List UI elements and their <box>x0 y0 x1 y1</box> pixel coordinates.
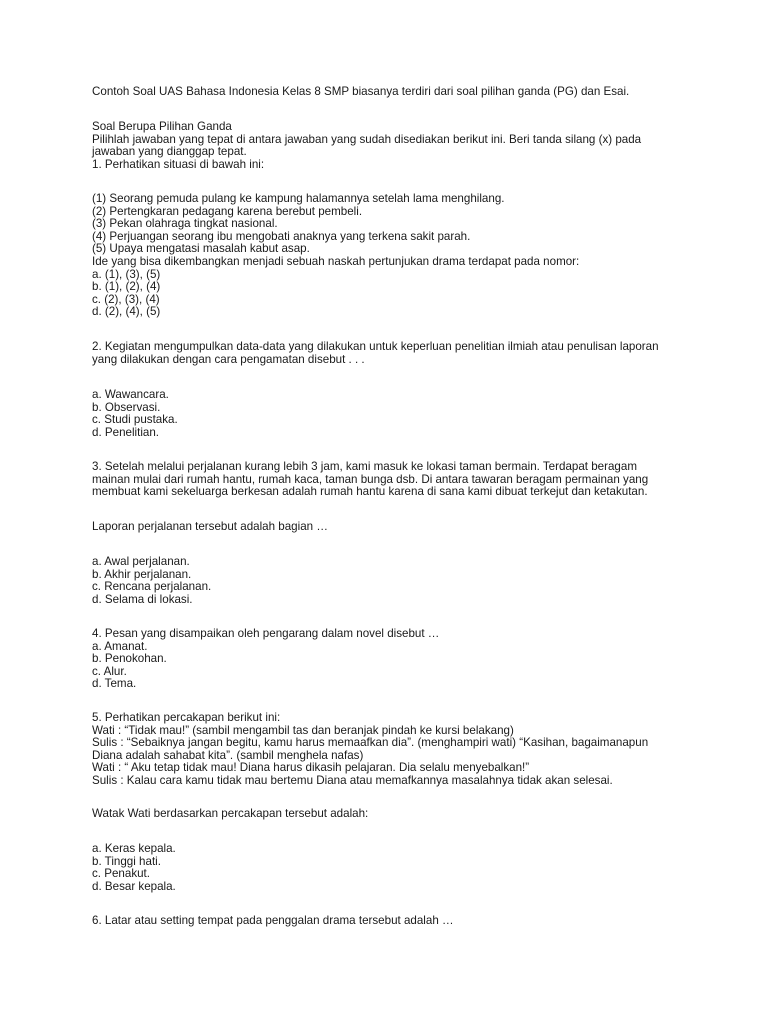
answer-option: d. Penelitian. <box>92 425 160 439</box>
answer-option: a. (1), (3), (5) <box>92 267 161 281</box>
answer-option: d. (2), (4), (5) <box>92 305 161 319</box>
question-2-text: 2. Kegiatan mengumpulkan data-data yang dilakukan untuk keperluan penelitian ilmiah atau penulisan laporan <box>92 340 659 353</box>
situation-item: (5) Upaya mengatasi masalah kabut asap. <box>92 242 310 256</box>
instruction-line: Pilihlah jawaban yang tepat di antara jawaban yang sudah disediakan berikut ini. Beri tanda silang (x) pada <box>92 132 642 146</box>
instructions-block <box>92 121 672 171</box>
intro-paragraph <box>92 86 672 99</box>
answer-option: a. Amanat. <box>92 639 148 653</box>
question-5-dialogue <box>92 712 672 788</box>
question-5-prompt <box>92 808 672 821</box>
dialogue-line: 5. Perhatikan percakapan berikut ini: <box>92 711 281 724</box>
question-6-block <box>92 915 672 928</box>
question-3-options <box>92 556 672 606</box>
question-2-text: yang dilakukan dengan cara pengamatan disebut . . . <box>92 352 365 366</box>
situation-item: (2) Pertengkaran pedagang karena berebut pembeli. <box>92 204 363 218</box>
answer-option: b. (1), (2), (4) <box>92 280 161 294</box>
answer-option: b. Penokohan. <box>92 652 167 666</box>
answer-option: c. Rencana perjalanan. <box>92 580 212 594</box>
passage-line: mainan mulai dari rumah hantu, rumah kaca, taman bunga dsb. Di antara tawaran beragam permainan yang <box>92 472 649 486</box>
situation-item: (3) Pekan olahraga tingkat nasional. <box>92 217 278 231</box>
question-3-prompt <box>92 521 672 534</box>
question-6-text: 6. Latar atau setting tempat pada penggalan drama tersebut adalah … <box>92 914 454 927</box>
dialogue-line: Diana adalah sahabat kita”. (sambil menghela nafas) <box>92 748 364 762</box>
dialogue-line: Sulis : Kalau cara kamu tidak mau bertemu Diana atau memafkannya masalahnya tidak akan selesai. <box>92 773 613 787</box>
dialogue-line: Sulis : “Sebaiknya jangan begitu, kamu harus memaafkan dia”. (menghampiri wati) “Kasihan, bagaimanapun <box>92 736 649 750</box>
dialogue-line: Wati : “ Aku tetap tidak mau! Diana harus dikasih pelajaran. Dia selalu menyebalkan!” <box>92 761 530 775</box>
answer-option: d. Selama di lokasi. <box>92 592 193 606</box>
question-2-options <box>92 389 672 439</box>
answer-option: d. Besar kepala. <box>92 879 176 893</box>
answer-option: a. Wawancara. <box>92 388 169 401</box>
situation-item: (4) Perjuangan seorang ibu mengobati anaknya yang terkena sakit parah. <box>92 229 471 243</box>
answer-option: c. (2), (3), (4) <box>92 292 160 306</box>
dialogue-line: Wati : “Tidak mau!” (sambil mengambil tas dan beranjak pindah ke kursi belakang) <box>92 723 514 737</box>
question-2-block <box>92 341 672 366</box>
answer-option: c. Alur. <box>92 664 127 678</box>
question-5-text: Watak Wati berdasarkan percakapan tersebut adalah: <box>92 807 369 820</box>
passage-line: membuat kami sekeluarga berkesan adalah rumah hantu karena di sana kami dibuat terkejut dan ketakutan. <box>92 485 648 499</box>
question-3-text: Laporan perjalanan tersebut adalah bagian … <box>92 520 328 533</box>
question-1-text: 1. Perhatikan situasi di bawah ini: <box>92 157 265 171</box>
question-4-block <box>92 628 672 691</box>
situation-item: (1) Seorang pemuda pulang ke kampung halamannya setelah lama menghilang. <box>92 192 505 205</box>
question-3-passage <box>92 461 672 499</box>
passage-line: 3. Setelah melalui perjalanan kurang lebih 3 jam, kami masuk ke lokasi taman bermain. Terdapat beragam <box>92 460 637 473</box>
answer-option: c. Penakut. <box>92 867 151 881</box>
answer-option: b. Akhir perjalanan. <box>92 567 192 581</box>
answer-option: d. Tema. <box>92 677 137 691</box>
question-4-text: 4. Pesan yang disampaikan oleh pengarang dalam novel disebut … <box>92 627 440 640</box>
answer-option: b. Observasi. <box>92 400 161 414</box>
instruction-line: jawaban yang dianggap tepat. <box>92 145 247 159</box>
question-5-options <box>92 843 672 893</box>
answer-option: b. Tinggi hati. <box>92 854 161 868</box>
answer-option: a. Keras kepala. <box>92 842 176 855</box>
section-title: Soal Berupa Pilihan Ganda <box>92 120 232 133</box>
answer-option: a. Awal perjalanan. <box>92 555 190 568</box>
question-1-prompt: Ide yang bisa dikembangkan menjadi sebuah naskah pertunjukan drama terdapat pada nomor: <box>92 254 580 268</box>
question-1-block <box>92 193 672 319</box>
intro-text: Contoh Soal UAS Bahasa Indonesia Kelas 8 SMP biasanya terdiri dari soal pilihan ganda (PG) dan Esai. <box>92 85 630 98</box>
answer-option: c. Studi pustaka. <box>92 413 178 427</box>
